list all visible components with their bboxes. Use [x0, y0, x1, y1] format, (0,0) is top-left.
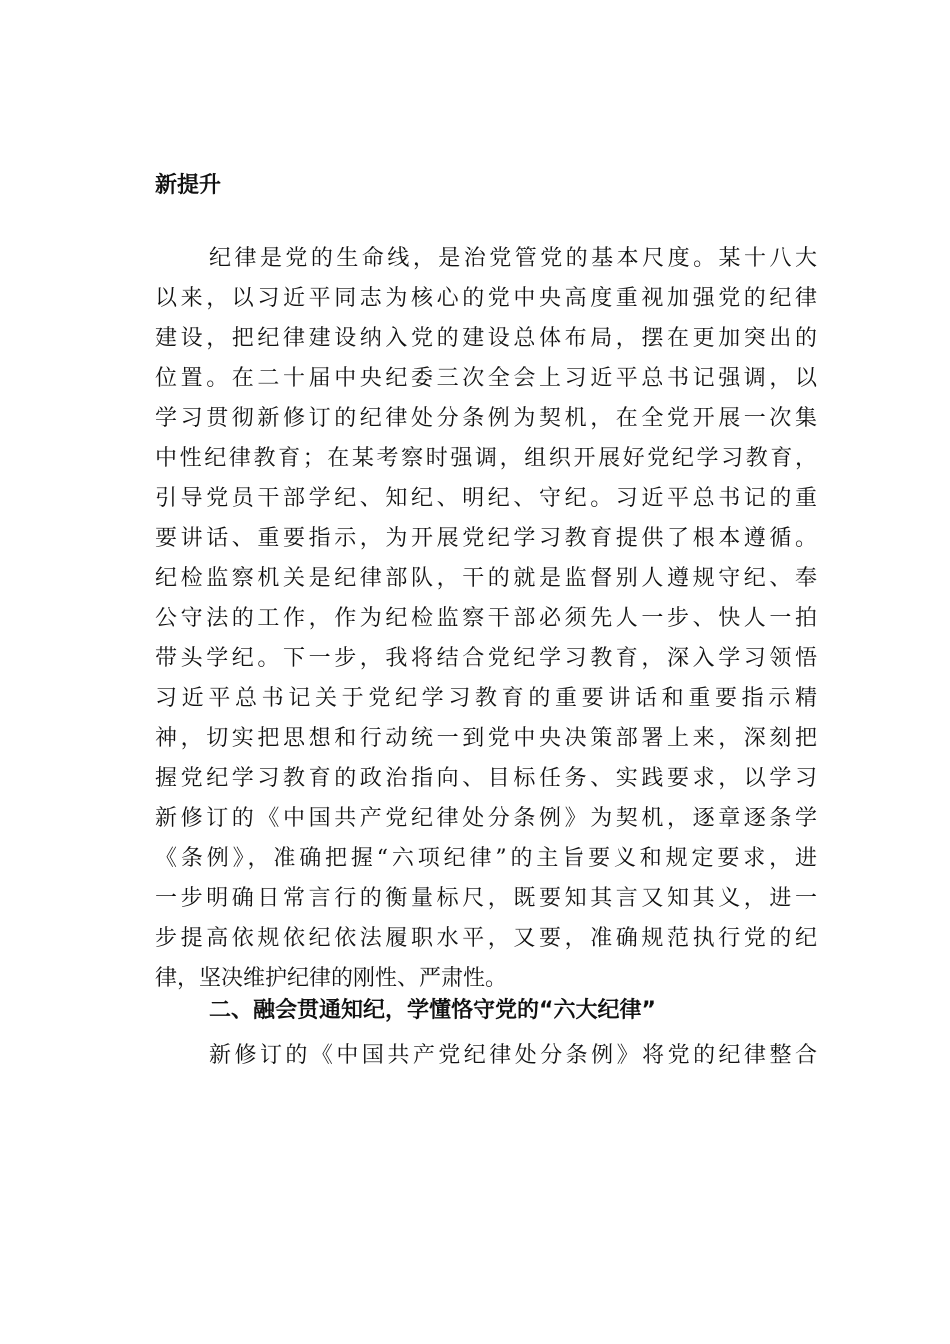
paragraph-line: 引导党员干部学纪、知纪、明纪、守纪。习近平总书记的重	[155, 486, 817, 511]
paragraph-line: 以来，以习近平同志为核心的党中央高度重视加强党的纪律	[155, 286, 817, 311]
paragraph-line: 公守法的工作，作为纪检监察干部必须先人一步、快人一拍	[155, 606, 817, 631]
paragraph-line: 握党纪学习教育的政治指向、目标任务、实践要求，以学习	[155, 766, 817, 791]
paragraph-line: 新修订的《中国共产党纪律处分条例》将党的纪律整合	[209, 1043, 817, 1068]
paragraph-line: 一步明确日常言行的衡量标尺，既要知其言又知其义，进一	[155, 886, 817, 911]
paragraph-line: 神，切实把思想和行动统一到党中央决策部署上来，深刻把	[155, 726, 817, 751]
paragraph-line: 位置。在二十届中央纪委三次全会上习近平总书记强调，以	[155, 366, 817, 391]
paragraph-line: 要讲话、重要指示，为开展党纪学习教育提供了根本遵循。	[155, 526, 817, 551]
paragraph-line: 纪检监察机关是纪律部队，干的就是监督别人遵规守纪、奉	[155, 566, 817, 591]
paragraph-line: 中性纪律教育；在某考察时强调，组织开展好党纪学习教育，	[155, 446, 817, 471]
paragraph-line: 带头学纪。下一步，我将结合党纪学习教育，深入学习领悟	[155, 646, 817, 671]
paragraph-line: 学习贯彻新修订的纪律处分条例为契机，在全党开展一次集	[155, 406, 817, 431]
paragraph-line: 《条例》，准确把握“六项纪律”的主旨要义和规定要求，进	[155, 846, 817, 871]
paragraph-line: 新修订的《中国共产党纪律处分条例》为契机，逐章逐条学	[155, 806, 817, 831]
paragraph-line: 律，坚决维护纪律的刚性、严肃性。	[155, 966, 508, 991]
paragraph-line: 步提高依规依纪依法履职水平，又要，准确规范执行党的纪	[155, 926, 817, 951]
paragraph-line: 习近平总书记关于党纪学习教育的重要讲话和重要指示精	[155, 686, 817, 711]
section-heading: 二、融会贯通知纪，学懂恪守党的“六大纪律”	[209, 998, 656, 1023]
paragraph-line: 纪律是党的生命线，是治党管党的基本尺度。某十八大	[209, 246, 817, 271]
subheading: 新提升	[155, 173, 222, 198]
paragraph-line: 建设，把纪律建设纳入党的建设总体布局，摆在更加突出的	[155, 326, 817, 351]
